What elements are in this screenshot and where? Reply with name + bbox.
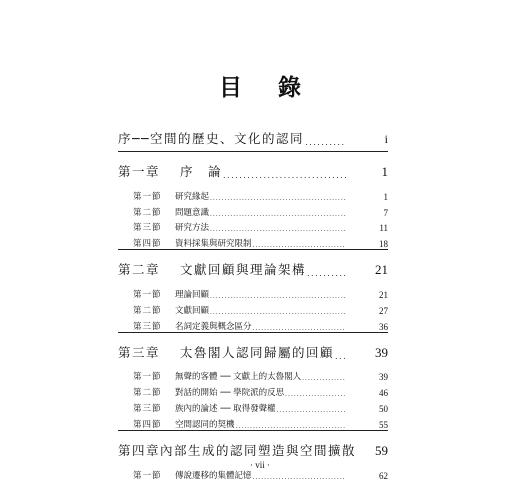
chapter-divider [118,249,388,250]
chapter-divider [118,151,388,152]
page-number: 46 [379,388,388,399]
toc-section-entry [118,316,388,332]
page-number: 1 [383,191,388,202]
section-title: 理論回顧 [175,289,210,300]
page-number: 39 [375,344,388,360]
dot-leader [236,423,346,430]
toc-chapter-entry [118,253,388,280]
page-number: 21 [379,289,388,300]
page-number: 55 [379,419,388,430]
toc-section-entry [118,186,388,202]
page-title: 目 錄 [218,74,315,101]
section-title: 研究緣起 [175,191,210,202]
toc-chapter-entry [118,434,388,461]
section-title: 傳說遷移的集體記憶 [175,470,252,481]
dot-leader [307,269,346,278]
page-number: 27 [379,305,388,316]
page-number: 59 [375,442,388,458]
page-number: 21 [375,262,388,278]
page-number: 36 [379,321,388,332]
dot-leader [210,211,346,218]
section-title: 資料採集與研究限制 [175,239,252,250]
chapter-number: 第一章 [118,164,161,179]
dot-leader [305,138,346,147]
section-title: 問題意識 [175,207,210,218]
dot-leader [253,474,346,481]
toc-section-entry [118,202,388,218]
section-number: 第二節 [133,388,162,399]
toc-chapter-entry [118,155,388,182]
page-number: 39 [379,372,388,383]
chapter-title: 文獻回顧與理論架構 [180,262,307,278]
chapter-divider [118,430,388,431]
page-number-footer: · vii · [250,460,270,470]
toc-section-entry [118,284,388,300]
toc-section-entry [118,414,388,430]
chapter-number: 第三章 [118,344,161,360]
section-title: 名詞定義與概念區分 [175,321,252,332]
toc-section-entry [118,233,388,249]
section-number: 第二節 [133,305,162,316]
table-of-contents [118,122,388,481]
dot-leader [302,375,346,382]
section-number: 第一節 [133,372,162,383]
dot-leader [210,226,346,233]
page-number: i [384,132,388,146]
section-number: 第三節 [133,403,162,414]
page-number: 11 [379,223,388,234]
section-title: 對話的開始 ── 學院派的反思 [175,388,285,399]
section-number: 第二節 [133,207,162,218]
dot-leader [335,352,346,361]
section-number: 第四節 [133,239,162,250]
section-title: 無聲的客體 ── 文獻上的太魯閣人 [175,372,302,383]
page-number: 50 [379,403,388,414]
dot-leader [210,309,346,316]
dot-leader [285,391,346,398]
toc-preface-entry [118,122,388,149]
dot-leader [210,293,346,300]
toc-section-entry [118,300,388,316]
section-number: 第四節 [133,419,162,430]
preface-title: 序──空間的歷史、文化的認同 [118,131,305,146]
toc-section-entry [118,398,388,414]
section-number: 第一節 [133,191,162,202]
page-number: 62 [379,470,388,481]
dot-leader [253,325,346,332]
toc-section-entry [118,382,388,398]
section-title: 文獻回顧 [175,305,210,316]
chapter-number: 第二章 [118,262,161,278]
section-title: 研究方法 [175,223,210,234]
chapter-title: 太魯閣人認同歸屬的回顧 [180,344,335,360]
page-number: 7 [383,207,388,218]
chapter-title: 內部生成的認同塑造與空間擴散 [160,442,357,458]
toc-section-entry [118,367,388,383]
chapter-number: 第四章 [118,442,161,458]
section-title: 空間認同的契機 [175,419,235,430]
section-number: 第一節 [133,470,162,481]
section-number: 第三節 [133,321,162,332]
dot-leader [210,195,346,202]
section-title: 族內的論述 ── 取得發聲權 [175,403,276,414]
dot-leader [277,407,346,414]
page-number: 18 [379,239,388,250]
chapter-title: 序 論 [180,164,223,179]
chapter-divider [118,332,388,333]
dot-leader [223,171,346,180]
toc-chapter-entry [118,336,388,363]
section-number: 第一節 [133,289,162,300]
toc-section-entry [118,218,388,234]
dot-leader [253,242,346,249]
section-number: 第三節 [133,223,162,234]
page-number: 1 [381,164,388,179]
